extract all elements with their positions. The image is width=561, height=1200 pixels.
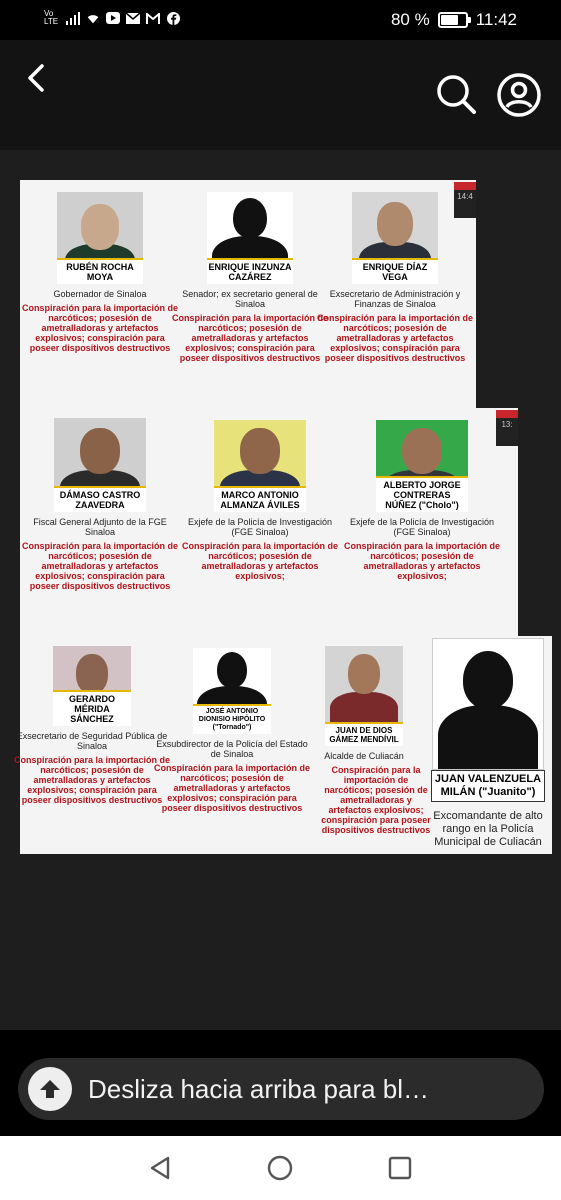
person-card bbox=[12, 646, 172, 805]
person-name: JUAN DE DIOS GÁMEZ MENDÍVIL bbox=[325, 722, 403, 746]
status-bar bbox=[0, 0, 561, 40]
person-name: RUBÉN ROCHA MOYA bbox=[57, 258, 143, 284]
youtube-icon bbox=[106, 11, 120, 25]
person-role: Exjefe de la Policía de Investigación (FGE Sinaloa) bbox=[349, 517, 495, 537]
person-name: MARCO ANTONIO ALMANZA ÁVILES bbox=[214, 486, 306, 512]
person-photo bbox=[193, 648, 271, 734]
top-app-bar bbox=[0, 40, 561, 150]
clock: 11:42 bbox=[475, 10, 517, 29]
person-card bbox=[170, 192, 330, 363]
person-role: Alcalde de Culiacán bbox=[324, 751, 404, 761]
tv-time-badge: 13: bbox=[496, 410, 518, 446]
person-card bbox=[152, 648, 312, 813]
person-card bbox=[20, 192, 180, 353]
tv-time-badge: 14:4 bbox=[454, 182, 476, 218]
person-card bbox=[342, 420, 502, 581]
person-name: DÁMASO CASTRO ZAAVEDRA bbox=[54, 486, 146, 512]
battery-icon bbox=[438, 12, 468, 28]
wifi-icon bbox=[86, 11, 100, 25]
account-icon[interactable] bbox=[496, 72, 542, 118]
person-role: Fiscal General Adjunto de la FGE Sinaloa bbox=[33, 517, 167, 537]
network-type: Vo LTE bbox=[44, 9, 59, 26]
battery-percent: 80 % bbox=[390, 10, 430, 29]
gmail-icon bbox=[146, 11, 160, 25]
image-panel-2 bbox=[20, 408, 518, 636]
battery-level bbox=[441, 15, 459, 25]
person-role: Exsecretario de Seguridad Pública de Sinaloa bbox=[16, 731, 168, 751]
person-charges: Conspiración para la importación de narcóticos; posesión de ametralladoras y artefactos explosivos; conspiración para poseer dispositivos destructivos bbox=[13, 755, 171, 805]
person-name: GERARDO MÉRIDA SÁNCHEZ bbox=[53, 690, 131, 726]
search-icon[interactable] bbox=[434, 72, 478, 116]
person-charges: Conspiración para la importación de narcóticos; posesión de ametralladoras y artefactos explosivos; bbox=[343, 541, 501, 581]
person-name: ALBERTO JORGE CONTRERAS NÚÑEZ ("Cholo") bbox=[376, 476, 468, 512]
back-arrow-icon[interactable] bbox=[18, 58, 58, 98]
person-photo bbox=[432, 638, 544, 770]
facebook-icon bbox=[166, 11, 180, 25]
person-role: Gobernador de Sinaloa bbox=[53, 289, 147, 299]
person-card bbox=[291, 646, 437, 835]
system-nav-bar bbox=[0, 1136, 561, 1200]
person-name: ENRIQUE INZUNZA CAZÁREZ bbox=[207, 258, 293, 284]
person-name: JOSÉ ANTONIO DIONISIO HIPÓLITO ("Tornado") bbox=[193, 704, 271, 734]
swipe-up-icon bbox=[28, 1067, 72, 1111]
nav-back-icon[interactable] bbox=[146, 1154, 174, 1182]
person-photo bbox=[214, 420, 306, 512]
swipe-up-text: Desliza hacia arriba para bl… bbox=[88, 1074, 430, 1104]
person-photo bbox=[54, 418, 146, 512]
person-charges: Conspiración para la importación de narcóticos; posesión de ametralladoras y artefactos explosivos; conspiración para poseer dispositivos destructivos bbox=[321, 765, 431, 835]
mail-icon bbox=[126, 11, 140, 25]
status-icons-right bbox=[391, 10, 517, 30]
image-viewer[interactable] bbox=[0, 150, 561, 1030]
person-photo bbox=[352, 192, 438, 284]
signal-icon bbox=[66, 11, 80, 25]
person-card-featured bbox=[420, 638, 556, 849]
nav-home-icon[interactable] bbox=[266, 1154, 294, 1182]
image-panel-1 bbox=[20, 180, 476, 410]
person-charges: Conspiración para la importación de narcóticos; posesión de ametralladoras y artefactos explosivos; conspiración para poseer dispositivos destructivos bbox=[21, 303, 179, 353]
nav-recents-icon[interactable] bbox=[386, 1154, 414, 1182]
status-icons-left bbox=[44, 10, 180, 26]
swipe-up-banner[interactable] bbox=[18, 1058, 544, 1120]
person-photo bbox=[325, 646, 403, 746]
person-photo bbox=[207, 192, 293, 284]
person-role: Exsubdirector de la Policía del Estado de Sinaloa bbox=[156, 739, 308, 759]
person-charges: Conspiración para la importación de narcóticos; posesión de ametralladoras y artefactos explosivos; conspiración para poseer dispositivos destructivos bbox=[21, 541, 179, 591]
person-name: ENRIQUE DÍAZ VEGA bbox=[352, 258, 438, 284]
person-card bbox=[180, 420, 340, 581]
person-photo bbox=[57, 192, 143, 284]
person-charges: Conspiración para la importación de narcóticos; posesión de ametralladoras y artefactos explosivos; conspiración para poseer dispositivos destructivos bbox=[171, 313, 329, 363]
person-role: Senador; ex secretario general de Sinaloa bbox=[182, 289, 318, 309]
person-card bbox=[315, 192, 475, 363]
person-photo bbox=[53, 646, 131, 726]
person-charges: Conspiración para la importación de narcóticos; posesión de ametralladoras y artefactos explosivos; conspiración para poseer dispositivos destructivos bbox=[316, 313, 474, 363]
person-card bbox=[20, 418, 180, 591]
image-panel-3 bbox=[13, 636, 552, 854]
person-role: Exjefe de la Policía de Investigación (FGE Sinaloa) bbox=[187, 517, 333, 537]
person-photo bbox=[376, 420, 468, 512]
person-charges: Conspiración para la importación de narcóticos; posesión de ametralladoras y artefactos explosivos; bbox=[181, 541, 339, 581]
person-role: Excomandante de alto rango en la Policía Municipal de Culiacán bbox=[433, 810, 543, 848]
person-charges: Conspiración para la importación de narcóticos; posesión de ametralladoras y artefactos explosivos; conspiración para poseer dispositivos destructivos bbox=[153, 763, 311, 813]
person-name: JUAN VALENZUELA MILÁN ("Juanito") bbox=[431, 770, 545, 802]
person-role: Exsecretario de Administración y Finanzas de Sinaloa bbox=[329, 289, 461, 309]
